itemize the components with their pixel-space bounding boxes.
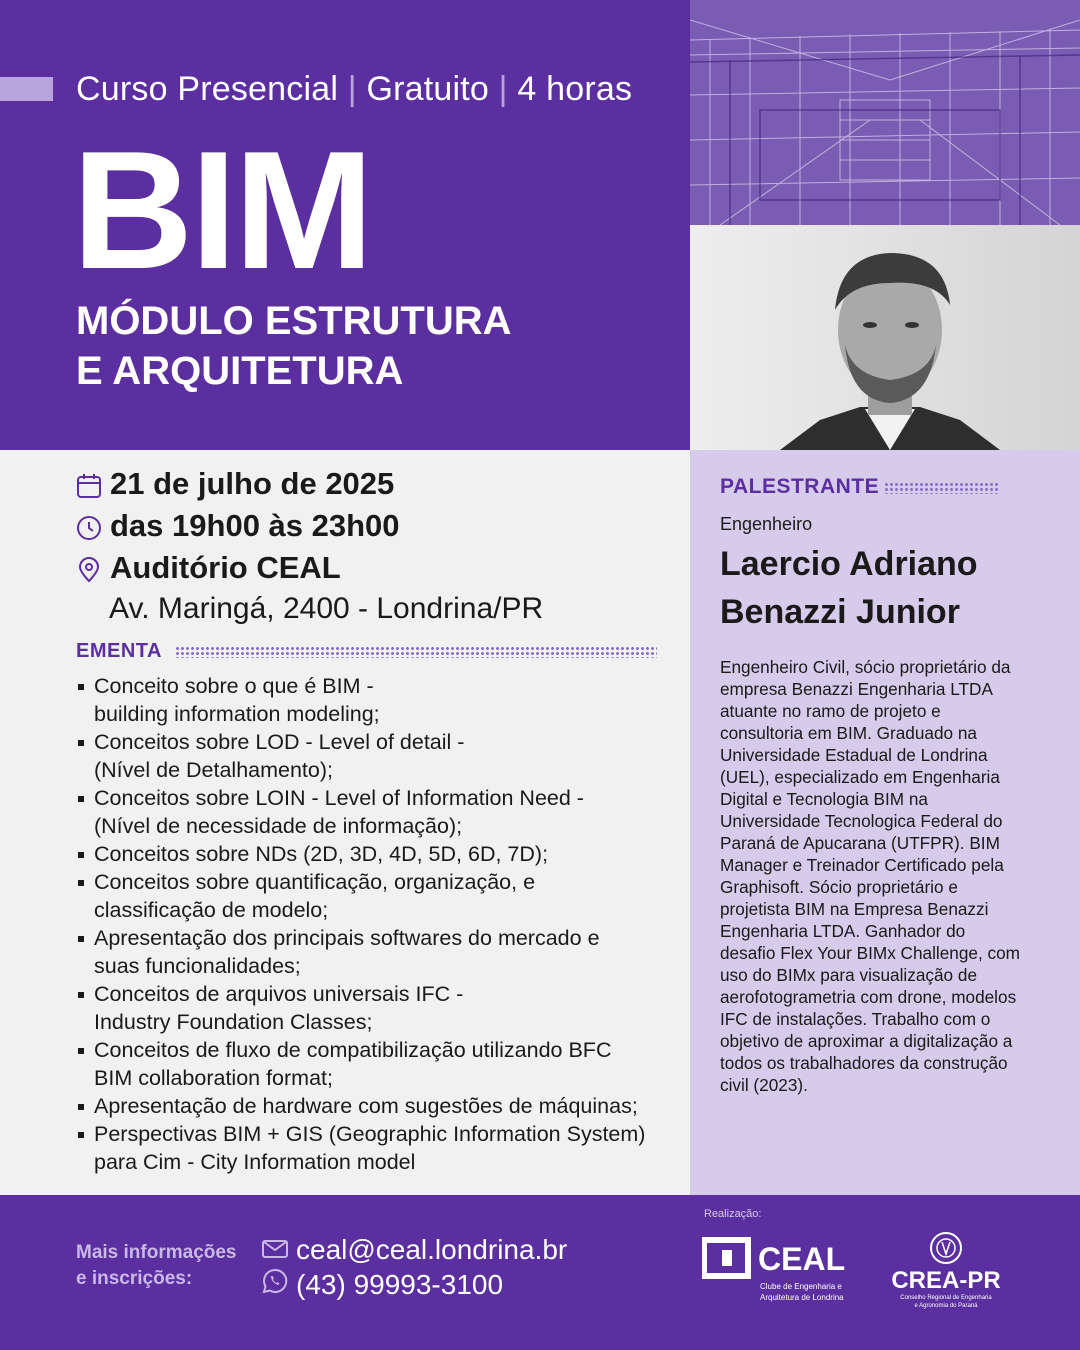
ementa-item-line: Conceitos de arquivos universais IFC - [94, 982, 464, 1006]
email-link[interactable]: ceal@ceal.londrina.br [296, 1234, 568, 1265]
ementa-item-line: Industry Foundation Classes; [94, 1010, 373, 1034]
crea-logo-sub1: Conselho Regional de Engenharia [900, 1295, 992, 1301]
event-address: Av. Maringá, 2400 - Londrina/PR [109, 592, 544, 625]
ementa-item-line: Apresentação de hardware com sugestões de máquinas; [94, 1094, 638, 1118]
ementa-item-line: BIM collaboration format; [94, 1066, 333, 1090]
speaker-role: Engenheiro [720, 514, 813, 534]
speaker-dots-divider [884, 482, 1000, 494]
ementa-item [76, 1120, 676, 1176]
ementa-item [76, 672, 676, 728]
event-date: 21 de julho de 2025 [76, 466, 394, 502]
ementa-item [76, 924, 676, 980]
ementa-item [76, 840, 676, 868]
mail-icon [262, 1234, 288, 1266]
ementa-item-line: Conceito sobre o que é BIM - [94, 674, 374, 698]
speaker-bio: Engenheiro Civil, sócio proprietário da empresa Benazzi Engenharia LTDA atuante no ramo de projeto e consultoria em BIM. Graduado na Universidade Estadual de Londrina (UEL), especializado em Engenharia Digital e Tecnologia BIM na Universidade Tecnologica Federal do Paraná de Apucarana (UTFPR). BIM Manager e Treinador Certificado pela Graphisoft. Sócio proprietário e projetista BIM na Empresa Benazzi Engenharia LTDA. Ganhador do desafio Flex Your BIMx Challenge, com uso do BIMx para visualização de aerofotogrametria com drone, modelos IFC de instalações. Trabalho com o objetivo de aproximar a digitalização a todos os trabalhadores da construção civil (2023). [720, 657, 1020, 1095]
ementa-item-line: Conceitos de fluxo de compatibilização utilizando BFC [94, 1038, 612, 1062]
header-section [0, 0, 690, 450]
course-subtitle: Curso Presencial | Gratuito | 4 horas [76, 70, 633, 108]
clock-icon [76, 513, 102, 539]
ceal-logo-text: CEAL [758, 1241, 846, 1277]
ementa-item [76, 784, 676, 840]
speaker-photo [690, 225, 1080, 450]
ementa-list [76, 672, 676, 1176]
ementa-item [76, 728, 676, 784]
ementa-item-line: Conceitos sobre LOIN - Level of Information Need - [94, 786, 584, 810]
page-title: BIM [72, 116, 371, 304]
accent-bar [0, 77, 53, 101]
ceal-logo [702, 1232, 852, 1306]
contact-phone[interactable] [262, 1268, 503, 1301]
realizacao-label: Realização: [704, 1208, 762, 1220]
building-wireframe-image [690, 0, 1080, 225]
speaker-heading: PALESTRANTE [720, 475, 880, 498]
module-title: MÓDULO ESTRUTURA E ARQUITETURA [76, 299, 512, 393]
ementa-item-line: (Nível de necessidade de informação); [94, 814, 463, 838]
crea-logo-text: CREA-PR [891, 1267, 1001, 1294]
ementa-item-line: Perspectivas BIM + GIS (Geographic Information System) [94, 1122, 646, 1146]
ementa-item-line: Conceitos sobre NDs (2D, 3D, 4D, 5D, 6D, 7D); [94, 842, 549, 866]
whatsapp-icon [262, 1268, 288, 1301]
location-pin-icon [76, 555, 102, 581]
ementa-item-line: (Nível de Detalhamento); [94, 758, 333, 782]
event-venue: Auditório CEAL [76, 550, 341, 586]
crea-logo-sub2: e Agronomia do Paraná [914, 1303, 978, 1309]
event-time: das 19h00 às 23h00 [76, 508, 400, 544]
calendar-icon [76, 471, 102, 497]
ementa-item-line: para Cim - City Information model [94, 1150, 416, 1174]
phone-link[interactable]: (43) 99993-3100 [296, 1268, 504, 1300]
ceal-logo-sub2: Arquitetura de Londrina [760, 1293, 844, 1302]
ementa-item-line: building information modeling; [94, 702, 380, 726]
ementa-item [76, 1036, 676, 1092]
ceal-logo-sub1: Clube de Engenharia e [760, 1282, 842, 1291]
contact-email[interactable] [262, 1234, 567, 1266]
crea-pr-logo [882, 1230, 1010, 1312]
ementa-item-line: Apresentação dos principais softwares do mercado e [94, 926, 600, 950]
ementa-heading: EMENTA [76, 640, 162, 662]
ementa-item [76, 868, 676, 924]
ementa-item [76, 980, 676, 1036]
ementa-dots-divider [175, 646, 657, 658]
speaker-name: Laercio Adriano Benazzi Junior [720, 545, 978, 631]
ementa-item-line: Conceitos sobre LOD - Level of detail - [94, 730, 465, 754]
more-info-label: Mais informações e inscrições: [76, 1242, 237, 1289]
ementa-item-line: Conceitos sobre quantificação, organização, e [94, 870, 536, 894]
ementa-item-line: classificação de modelo; [94, 898, 329, 922]
ementa-item [76, 1092, 676, 1120]
ementa-item-line: suas funcionalidades; [94, 954, 301, 978]
